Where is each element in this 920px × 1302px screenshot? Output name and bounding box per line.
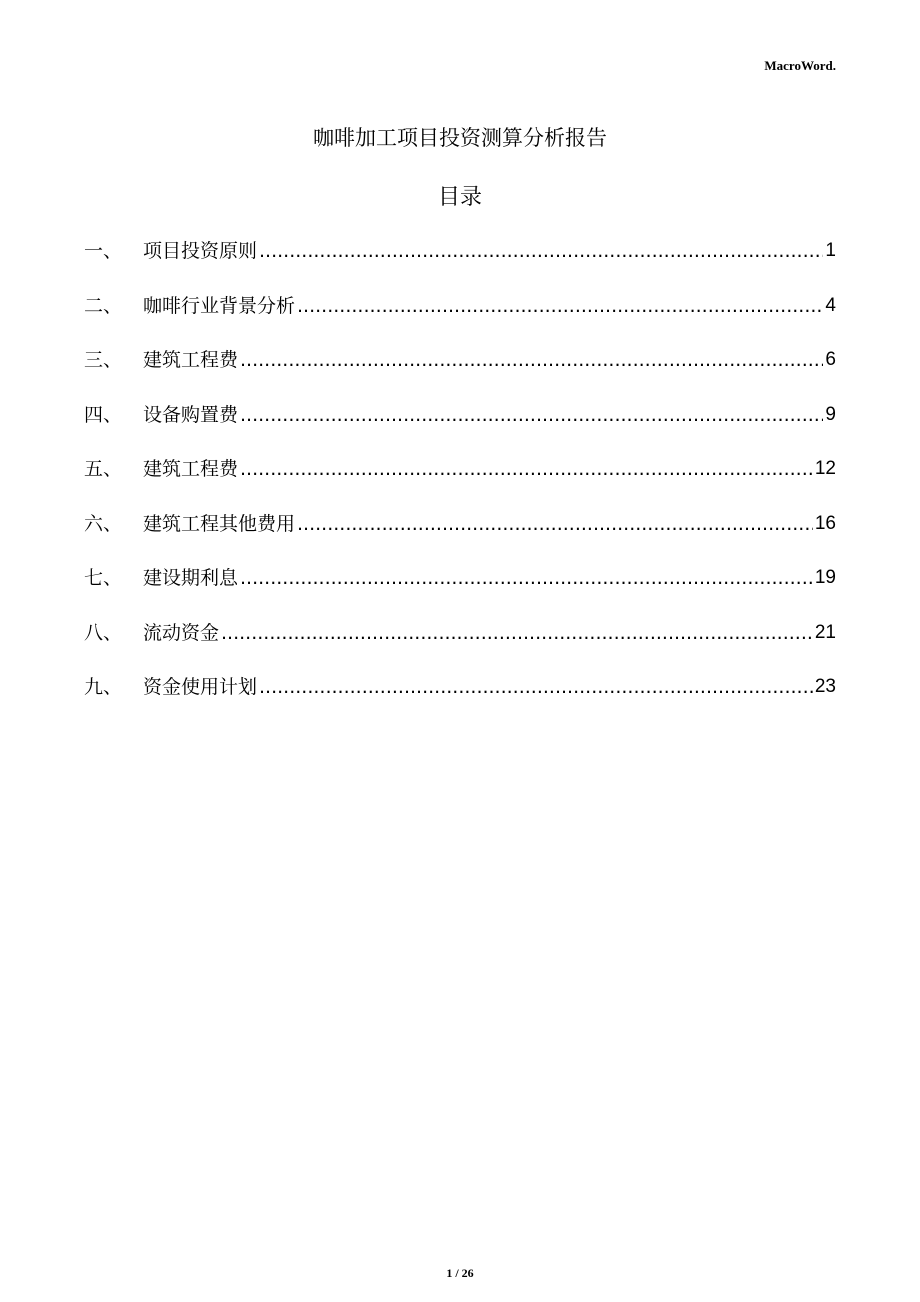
toc-dot-leader [240, 402, 823, 428]
toc-dot-leader [259, 238, 823, 264]
toc-entry-number: 二、 [84, 294, 123, 317]
toc-entry-page: 21 [814, 621, 836, 643]
toc-entry-title: 咖啡行业背景分析 [143, 294, 296, 317]
toc-dot-leader [240, 347, 823, 373]
toc-entry-page: 23 [814, 676, 836, 697]
toc-entry-page: 9 [825, 403, 836, 425]
table-of-contents [84, 238, 836, 729]
toc-entry-number: 四、 [84, 403, 123, 426]
toc-entry[interactable] [84, 347, 836, 402]
toc-entry-page: 19 [814, 567, 836, 588]
toc-entry[interactable] [84, 511, 836, 566]
toc-entry-number: 七、 [84, 567, 123, 589]
toc-entry[interactable] [84, 238, 836, 293]
toc-entry-title: 流动资金 [143, 621, 220, 644]
toc-entry-title: 建筑工程费 [143, 458, 239, 480]
toc-entry-number: 三、 [84, 349, 123, 371]
toc-entry-number: 一、 [84, 240, 123, 262]
toc-dot-leader [259, 674, 813, 700]
toc-entry[interactable] [84, 565, 836, 620]
toc-entry-title: 建筑工程费 [143, 349, 239, 371]
toc-entry-number: 八、 [84, 621, 123, 644]
toc-entry-number: 六、 [84, 512, 123, 535]
page-indicator: 1 / 26 [446, 1266, 474, 1280]
toc-entry-number: 五、 [84, 458, 123, 480]
toc-entry[interactable] [84, 620, 836, 675]
toc-entry-page: 4 [825, 294, 836, 316]
toc-heading: 目录 [437, 185, 482, 210]
toc-entry-page: 12 [814, 458, 836, 479]
toc-dot-leader [240, 565, 813, 591]
toc-dot-leader [221, 620, 813, 646]
toc-dot-leader [297, 293, 823, 319]
toc-entry-number: 九、 [84, 676, 123, 698]
toc-entry-title: 资金使用计划 [143, 676, 258, 698]
toc-entry-page: 16 [814, 512, 836, 534]
toc-dot-leader [297, 511, 813, 537]
toc-entry-title: 建筑工程其他费用 [143, 512, 296, 535]
toc-entry-title: 项目投资原则 [143, 240, 258, 262]
toc-entry-title: 设备购置费 [143, 403, 239, 426]
toc-entry-title: 建设期利息 [143, 567, 239, 589]
toc-entry[interactable] [84, 456, 836, 511]
document-title: 咖啡加工项目投资测算分析报告 [313, 126, 607, 150]
toc-entry[interactable] [84, 293, 836, 348]
toc-entry-page: 1 [825, 240, 836, 261]
header-brand: MacroWord. [764, 58, 836, 73]
toc-entry-page: 6 [825, 349, 836, 370]
toc-entry[interactable] [84, 402, 836, 457]
toc-entry[interactable] [84, 674, 836, 729]
toc-dot-leader [240, 456, 813, 482]
